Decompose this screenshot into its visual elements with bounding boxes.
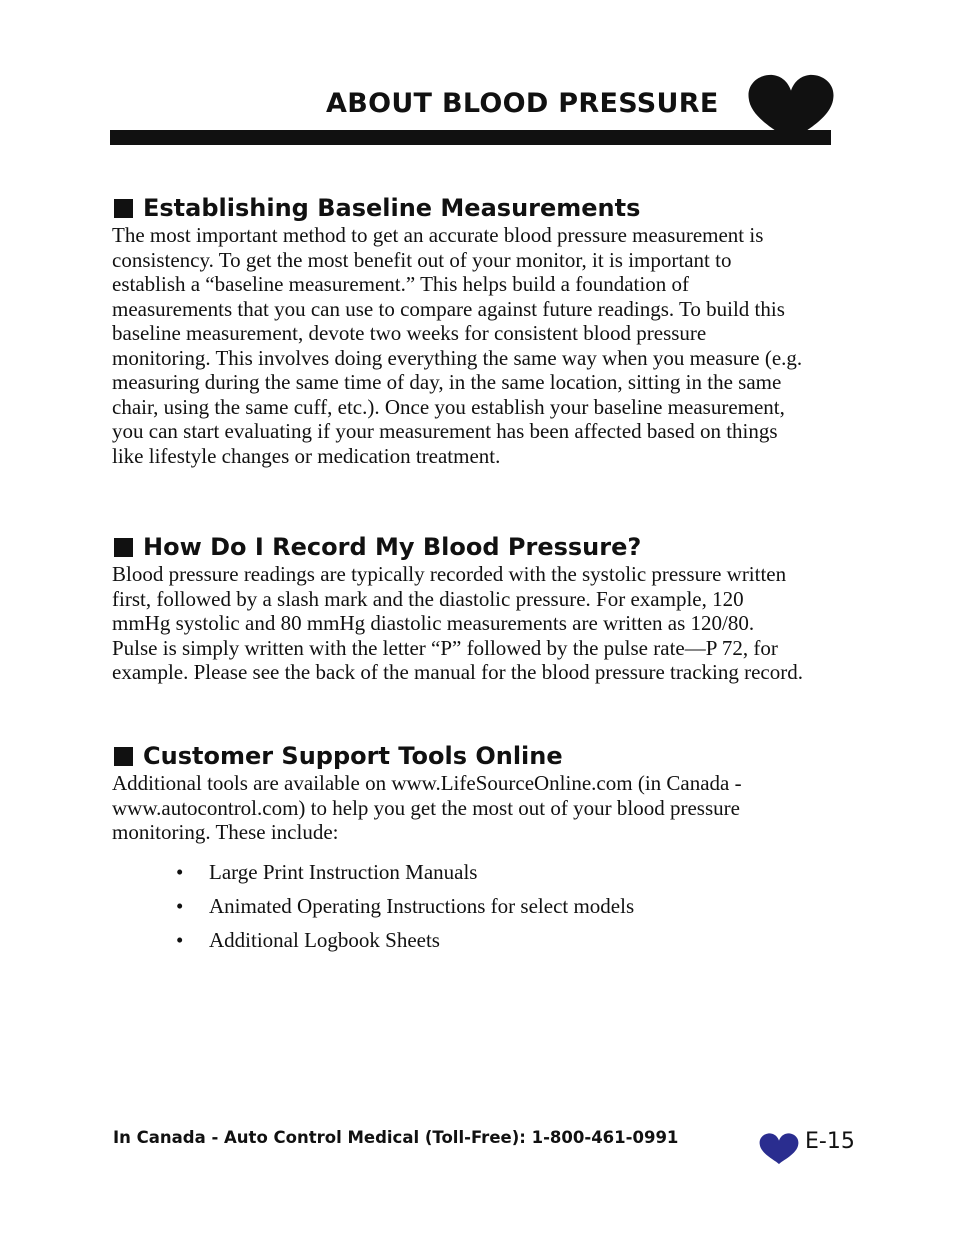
body-line: measurements that you can use to compare against future readings. To build this xyxy=(112,296,785,321)
section-baseline-measurements xyxy=(112,193,832,468)
body-line: measuring during the same time of day, in the same location, sitting in the same xyxy=(112,370,782,394)
body-line: mmHg systolic and 80 mmHg diastolic measurements are written as 120/80. xyxy=(112,611,755,635)
list-item xyxy=(112,889,832,923)
body-line: consistency. To get the most benefit out of your monitor, it is important to xyxy=(112,247,732,272)
bullet-dot: • xyxy=(176,859,184,884)
section-body xyxy=(112,223,832,468)
section-customer-support-tools xyxy=(112,741,832,957)
body-line: establish a “baseline measurement.” This helps build a foundation of xyxy=(112,272,689,296)
list-item-text: Additional Logbook Sheets xyxy=(209,927,440,952)
body-line: Blood pressure readings are typically recorded with the systolic pressure written xyxy=(112,562,787,586)
body-line: www.autocontrol.com) to help you get the most out of your blood pressure xyxy=(112,795,740,820)
square-bullet-icon xyxy=(114,538,133,557)
body-line: The most important method to get an accurate blood pressure measurement is xyxy=(112,223,764,247)
body-line: Additional tools are available on www.LifeSourceOnline.com (in Canada - xyxy=(112,771,742,795)
list-item-text: Animated Operating Instructions for select models xyxy=(209,893,635,918)
body-line: first, followed by a slash mark and the diastolic pressure. For example, 120 xyxy=(112,586,744,611)
section-heading: Customer Support Tools Online xyxy=(143,742,563,770)
square-bullet-icon xyxy=(114,747,133,766)
section-heading: Establishing Baseline Measurements xyxy=(143,194,641,222)
list-item xyxy=(112,855,832,889)
body-line: monitoring. These include: xyxy=(112,820,339,844)
tools-list xyxy=(112,855,832,957)
body-line: like lifestyle changes or medication treatment. xyxy=(112,443,501,468)
section-body xyxy=(112,562,832,685)
heart-icon xyxy=(758,1133,800,1165)
page-number: E-15 xyxy=(805,1129,855,1154)
footer-contact: In Canada - Auto Control Medical (Toll-Free): 1-800-461-0991 xyxy=(113,1128,679,1147)
body-line: example. Please see the back of the manual for the blood pressure tracking record. xyxy=(112,660,803,684)
page-title: ABOUT BLOOD PRESSURE xyxy=(326,88,719,119)
bullet-dot: • xyxy=(176,927,184,952)
square-bullet-icon xyxy=(114,199,133,218)
body-line: monitoring. This involves doing everything the same way when you measure (e.g. xyxy=(112,345,803,370)
body-line: baseline measurement, devote two weeks for consistent blood pressure xyxy=(112,321,707,345)
body-line: chair, using the same cuff, etc.). Once you establish your baseline measurement, xyxy=(112,394,785,419)
section-heading: How Do I Record My Blood Pressure? xyxy=(143,533,642,561)
header-divider xyxy=(110,130,831,145)
list-item xyxy=(112,923,832,957)
section-body xyxy=(112,771,832,845)
section-record-blood-pressure xyxy=(112,532,832,685)
list-item-text: Large Print Instruction Manuals xyxy=(209,859,478,884)
bullet-dot: • xyxy=(176,893,184,918)
body-line: you can start evaluating if your measurement has been affected based on things xyxy=(112,419,778,443)
body-line: Pulse is simply written with the letter “P” followed by the pulse rate—P 72, for xyxy=(112,635,778,660)
